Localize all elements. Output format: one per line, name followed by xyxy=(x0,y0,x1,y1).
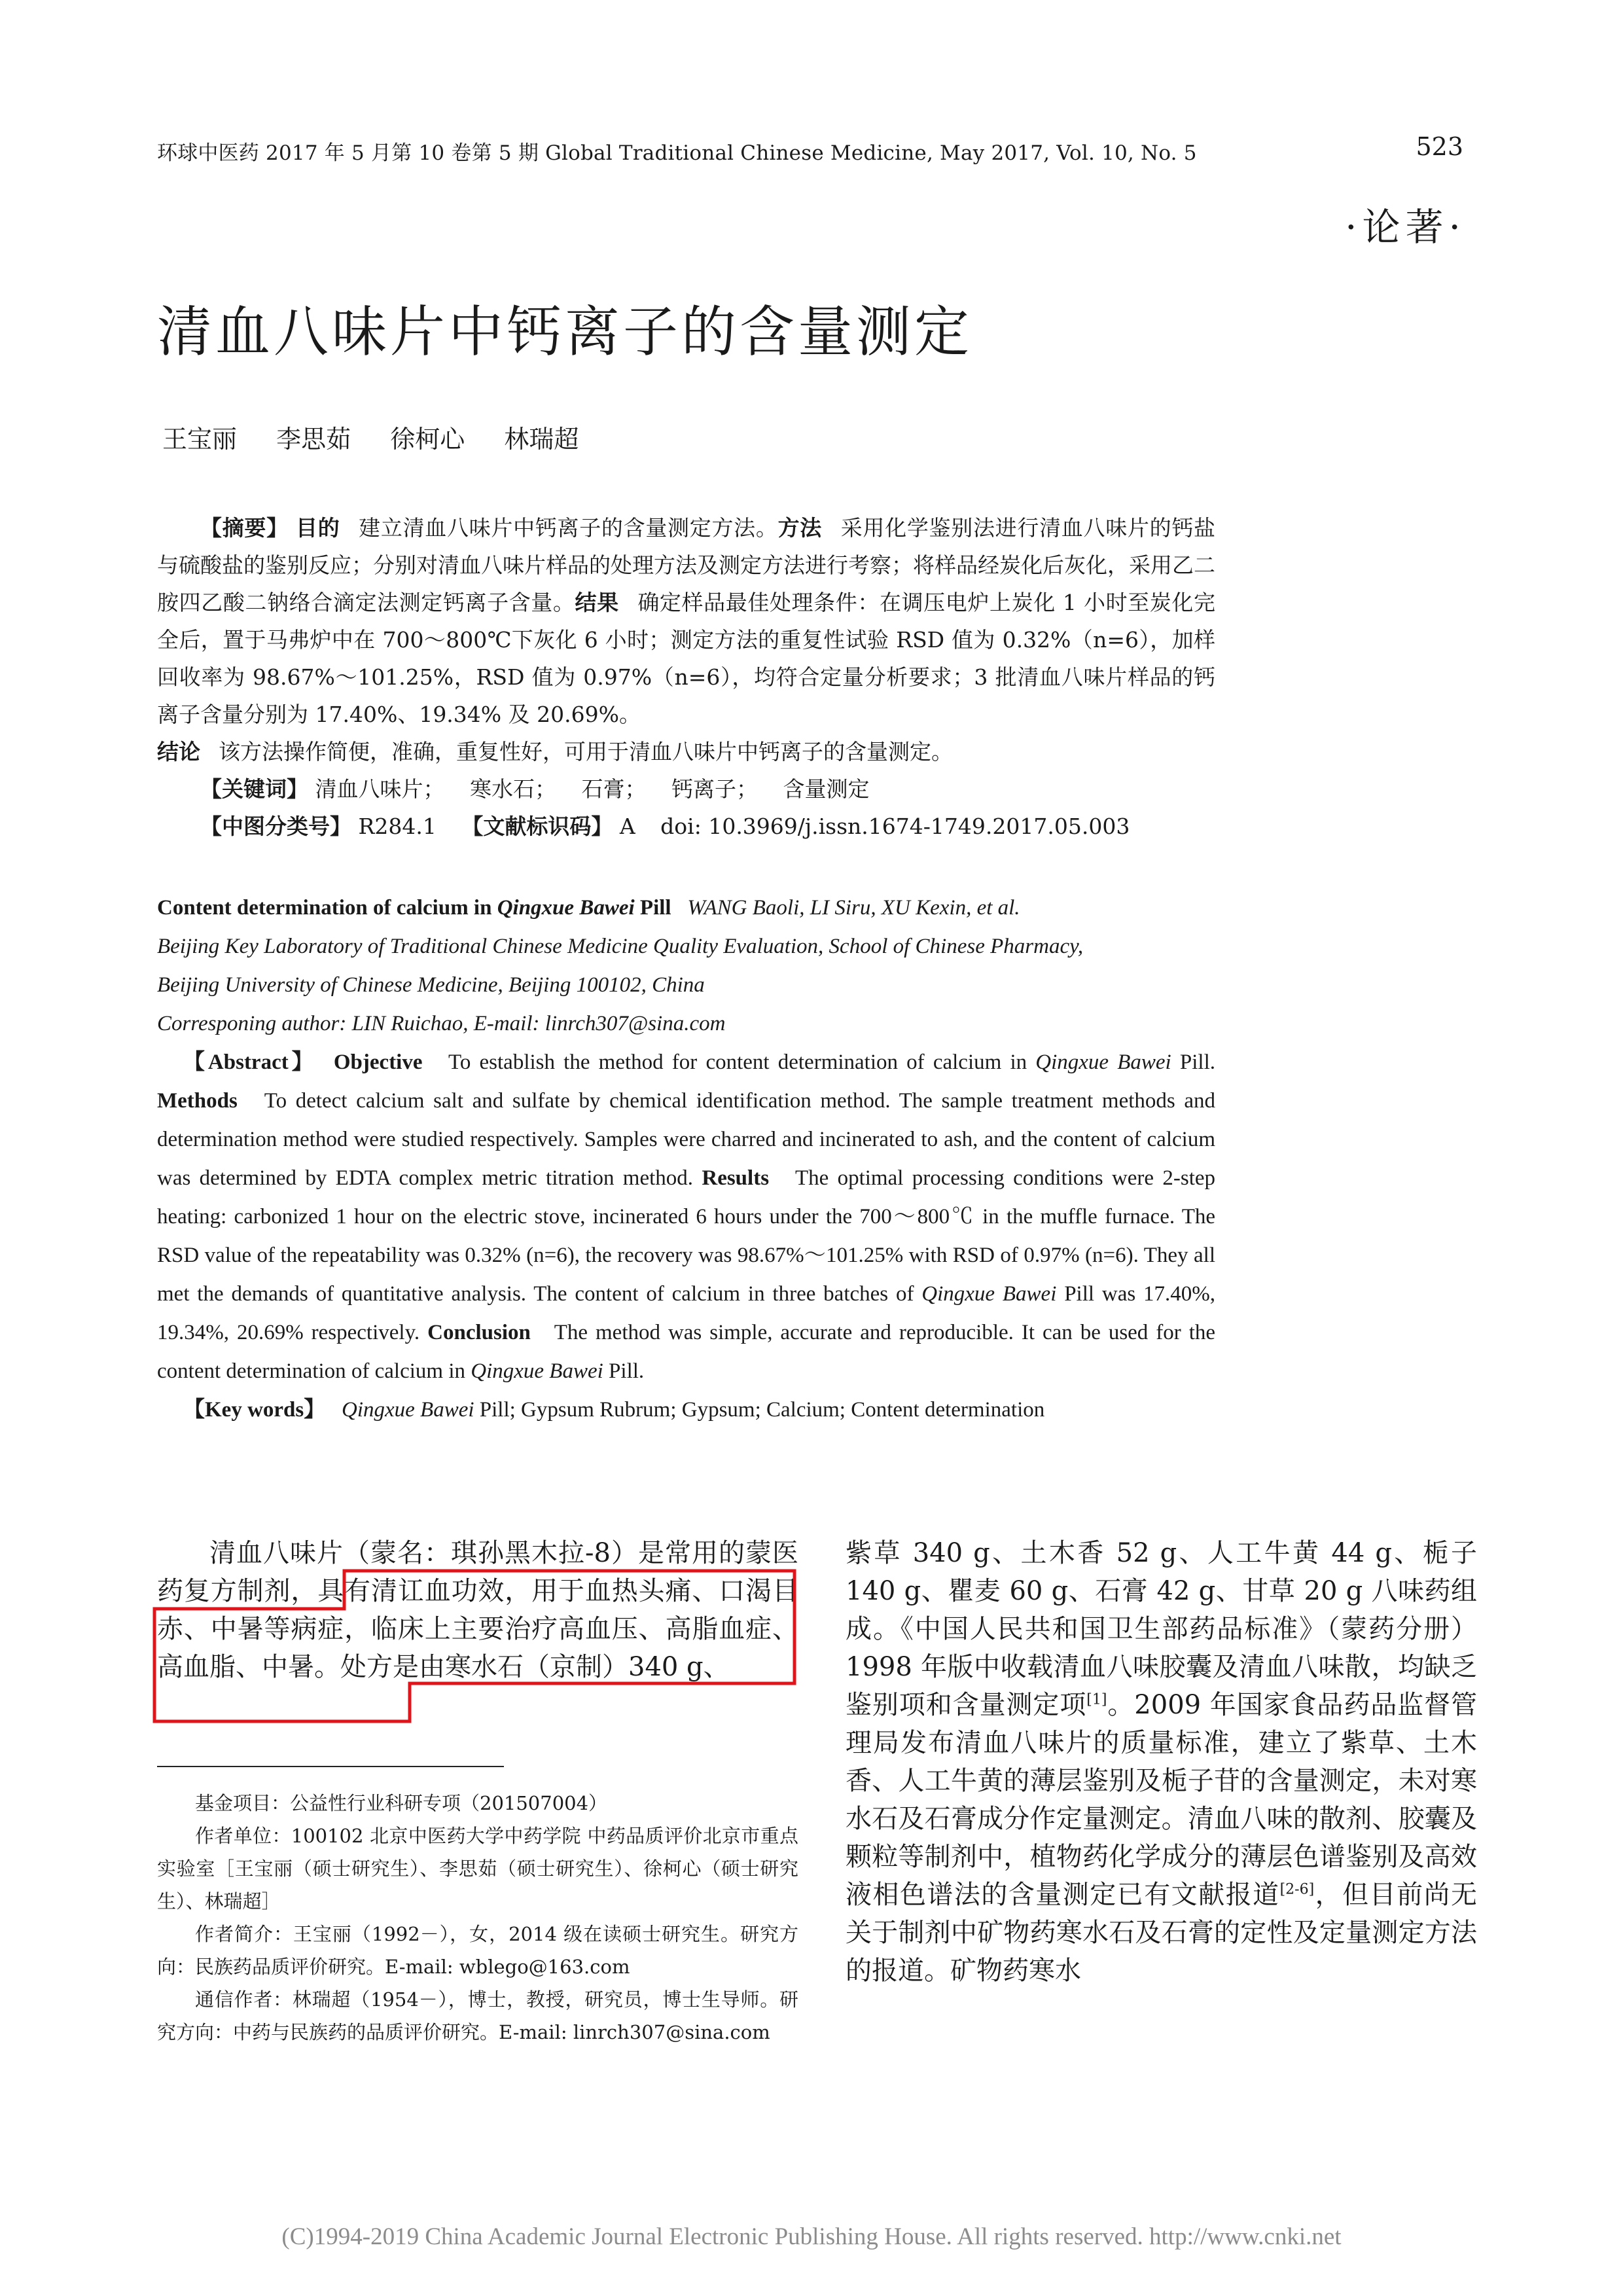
results-text: 确定样品最佳处理条件：在调压电炉上炭化 1 小时至炭化完全后，置于马弗炉中在 700～800℃下灰化 6 小时；测定方法的重复性试验 RSD 值为 0.32%（n=6），加样回收率为 98.67%～101.25%，RSD 值为 0.97%（n=6），均符合定量分析要求；3 批清血八味片样品的钙离子含量分别为 17.40%、19.34% 及 20.69%。 xyxy=(157,590,1216,727)
footnote-fund: 基金项目：公益性行业科研专项（201507004） xyxy=(195,1792,608,1814)
keyword: 含量测定 xyxy=(783,776,870,802)
highlight-outline xyxy=(154,1571,794,1721)
running-head: 环球中医药 2017 年 5 月第 10 卷第 5 期 Global Traditional Chinese Medicine, May 2017, Vol. 10, No. 5 xyxy=(157,141,1197,165)
footnote-rule xyxy=(157,1766,504,1767)
page-number: 523 xyxy=(1416,132,1463,161)
objective-label: 目的 xyxy=(296,515,340,541)
body-text: ，但目前尚无关于制剂中矿物药寒水石及石膏的定性及定量测定方法的报道。矿物药寒水 xyxy=(846,1880,1478,1986)
en-results-text: The optimal processing conditions were 2-step heating: carbonized 1 hour on the electric stove, incinerated 6 hours under the 700～800℃ in the muffle furnace. The RSD value of the repeatability was 0.32% (n=6), the recovery was 98.67%～101.25% with RSD of 0.97% (n=6). They all met the demands of quantitative analysis. The content of calcium in three batches of xyxy=(157,1166,1216,1306)
keyword: 清血八味片； xyxy=(315,776,445,802)
body-right-column xyxy=(846,1534,1477,1990)
paper-title: 清血八味片中钙离子的含量测定 xyxy=(157,300,973,364)
en-abstract-label: 【Abstract】 xyxy=(183,1050,317,1074)
en-conclusion-label: Conclusion xyxy=(427,1321,531,1344)
methods-text: 采用化学鉴别法进行清血八味片的钙盐与硫酸盐的鉴别反应；分别对清血八味片样品的处理方法及测定方法进行考察；将样品经炭化后灰化，采用乙二胺四乙酸二钠络合滴定法测定钙离子含量。 xyxy=(157,515,1216,615)
en-results-label: Results xyxy=(702,1166,770,1190)
keyword: 石膏； xyxy=(581,776,647,802)
author-name: 徐柯心 xyxy=(390,425,465,454)
en-keywords-text: Pill; Gypsum Rubrum; Gypsum; Calcium; Content determination xyxy=(474,1398,1045,1422)
copyright-watermark: (C)1994-2019 China Academic Journal Electronic Publishing House. All rights reserved. http://www.cnki.net xyxy=(281,2223,1342,2250)
en-keywords-label: 【Key words】 xyxy=(183,1398,326,1422)
en-methods-text: To detect calcium salt and sulfate by chemical identification method. The sample treatment methods and determination method were studied respectively. Samples were charred and incinerated to ash, and the content of calcium was determined by EDTA complex metric titration method. xyxy=(157,1089,1215,1190)
doi: doi: 10.3969/j.issn.1674-1749.2017.05.003 xyxy=(660,814,1130,839)
clc-code: R284.1 xyxy=(358,814,437,839)
body-text: 清血八味片（蒙名：琪孙黑木拉-8）是常用的蒙医药复方制剂， xyxy=(157,1538,798,1606)
methods-label: 方法 xyxy=(777,515,823,541)
keywords-label: 【关键词】 xyxy=(200,776,308,802)
conclusion-text: 该方法操作简便，准确，重复性好，可用于清血八味片中钙离子的含量测定。 xyxy=(219,739,953,764)
doc-code-label: 【文献标识码】 xyxy=(461,814,613,839)
footnote-unit: 作者单位：100102 北京中医药大学中药学院 中药品质评价北京市重点实验室［王宝丽（硕士研究生）、李思茹（硕士研究生）、徐柯心（硕士研究生）、林瑞超］ xyxy=(157,1825,798,1912)
en-keyword: Qingxue Bawei xyxy=(342,1398,474,1422)
footnotes xyxy=(157,1787,798,2049)
clc-label: 【中图分类号】 xyxy=(200,814,351,839)
footnote-corresponding: 通信作者：林瑞超（1954－），博士，教授，研究员，博士生导师。研究方向：中药与民族药的品质评价研究。E-mail: linrch307@sina.com xyxy=(157,1988,798,2043)
en-conclusion-text: The method was simple, accurate and reproducible. It can be used for the content determination of calcium in xyxy=(157,1321,1216,1383)
citation-ref[interactable]: [2-6] xyxy=(1279,1881,1315,1898)
footnote-bio: 作者简介：王宝丽（1992－），女，2014 级在读硕士研究生。研究方向：民族药品质评价研究。E-mail: wblego@163.com xyxy=(157,1923,798,1978)
affiliation-line: Beijing University of Chinese Medicine, Beijing 100102, China xyxy=(157,973,705,997)
body-text: 紫草 340 g、土木香 52 g、人工牛黄 44 g、栀子 140 g、瞿麦 60 g、石膏 42 g、甘草 20 g 八味药组成。《中国人民共和国卫生部药品标准》（蒙药分册）1998 年版中收载清血八味胶囊及清血八味散，均缺乏鉴别项和含量测定项 xyxy=(846,1538,1477,1720)
en-methods-label: Methods xyxy=(157,1089,238,1113)
keyword: 寒水石； xyxy=(470,776,556,802)
en-objective-text: To establish the method for content determination of calcium in xyxy=(448,1050,1036,1074)
keyword: 钙离子； xyxy=(671,776,758,802)
author-name: 王宝丽 xyxy=(162,425,238,454)
body-text: 。2009 年国家食品药品监督管理局发布清血八味片的质量标准，建立了紫草、土木香、人工牛黄的薄层鉴别及栀子苷的含量测定，未对寒水石及石膏成分作定量测定。清血八味的散剂、胶囊及颗粒等制剂中，植物药化学成分的薄层色谱鉴别及高效液相色谱法的含量测定已有文献报道 xyxy=(846,1690,1478,1910)
abstract-label: 【摘要】 xyxy=(200,515,289,541)
en-authors: WANG Baoli, LI Siru, XU Kexin, et al. xyxy=(687,896,1020,920)
author-name: 李思茹 xyxy=(276,425,351,454)
en-title: Content determination of calcium in Qingxue Bawei Pill xyxy=(157,896,671,920)
highlighted-text: 具有清讧血功效，用于血热头痛、口渴目赤、中暑等病症，临床上主要治疗高血压、高脂血症、高血脂、中暑。 xyxy=(157,1576,799,1682)
section-tag: ·论著· xyxy=(1345,205,1466,249)
affiliation-line: Beijing Key Laboratory of Traditional Chinese Medicine Quality Evaluation, School of Chinese Pharmacy, xyxy=(157,935,1084,958)
citation-ref[interactable]: [1] xyxy=(1086,1691,1107,1708)
en-objective-label: Objective xyxy=(333,1050,423,1074)
doc-code: A xyxy=(619,814,635,839)
author-name: 林瑞超 xyxy=(504,425,579,454)
body-text: 处方是由寒水石（京制）340 g、 xyxy=(340,1652,730,1682)
conclusion-label: 结论 xyxy=(157,739,200,764)
results-label: 结果 xyxy=(575,590,619,615)
en-abstract: Content determination of calcium in Qingxue Bawei Pill WANG Baoli, LI Siru, XU Kexin, et al. Beijing Key Laboratory of Traditional Chinese Medicine Quality Evaluation, School of Chinese Pharmacy, Beijing University of Chinese Medicine, Beijing 100102, China Corresponing author: LIN Ruichao, E-mail: linrch307@sina.com 【Abstract】 Objective To establish the method for content determination of calcium in Qingxue Bawei Pill. Methods To detect calcium salt and sulfate by chemical identification method. The sample treatment methods and determination method were studied respectively. Samples were charred and incinerated to ash, and the content of calcium was determined by EDTA complex metric titration method. Results The optimal processing conditions were 2-step heating: carbonized 1 hour on the electric stove, incinerated 6 hours under the 700～800℃ in the muffle furnace. The RSD value of the repeatability was 0.32% (n=6), the recovery was 98.67%～101.25% with RSD of 0.97% (n=6). They all met the demands of quantitative analysis. The content of calcium in three batches of Qingxue Bawei Pill was 17.40%, 19.34%, 20.69% respectively. Conclusion The method was simple, accurate and reproducible. It can be used for the content determination of calcium in Qingxue Bawei Pill. 【Key words】 Qingxue Bawei Pill; Gypsum Rubrum; Gypsum; Calcium; Content determination xyxy=(157,896,1216,1422)
corresponding-author: Corresponing author: LIN Ruichao, E-mail: linrch307@sina.com xyxy=(157,1012,726,1035)
objective-text: 建立清血八味片中钙离子的含量测定方法。 xyxy=(358,515,778,541)
